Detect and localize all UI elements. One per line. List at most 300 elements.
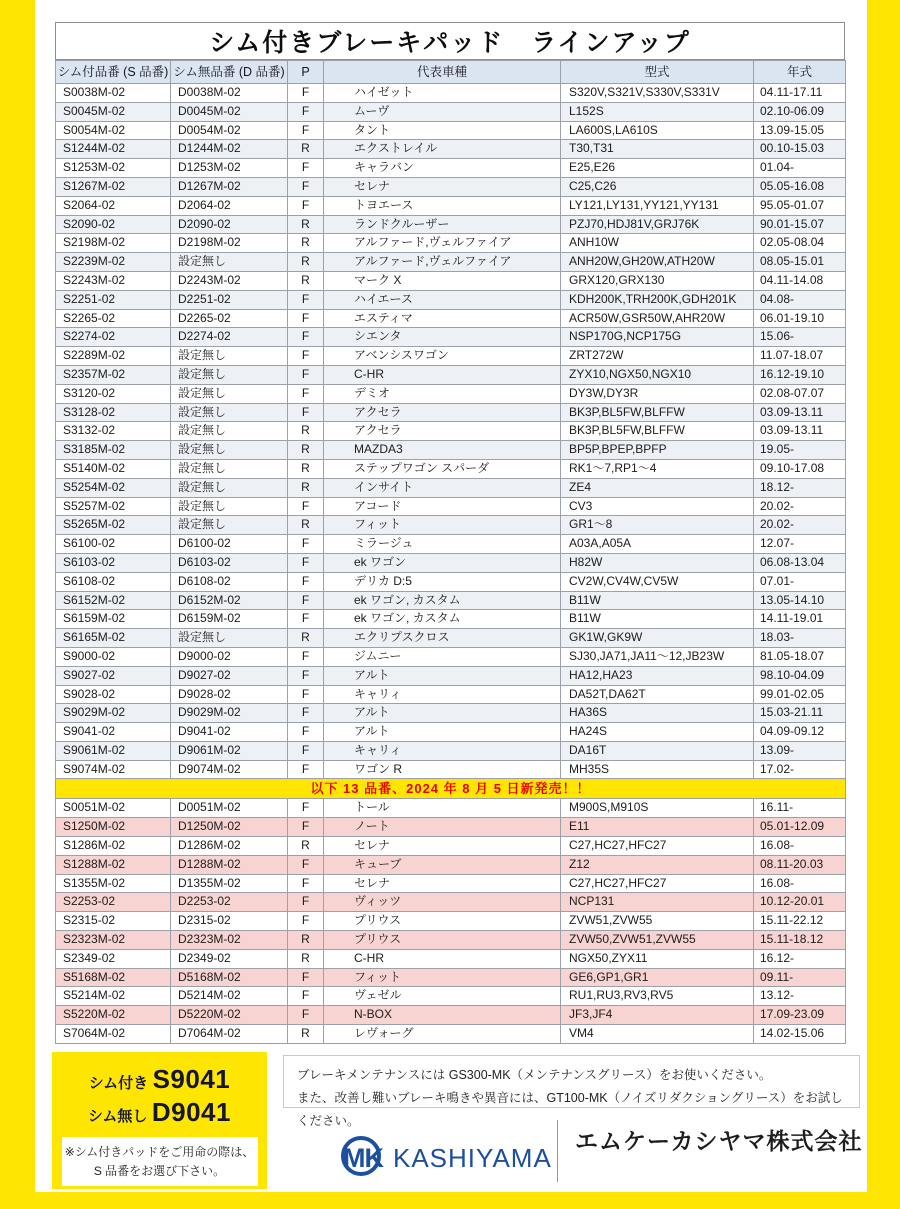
d-part-number: 設定無し	[171, 253, 288, 272]
vehicle-name: セレナ	[324, 837, 561, 856]
d-part-number: D2064-02	[171, 196, 288, 215]
s-part-number: S1355M-02	[56, 874, 171, 893]
s-part-number: S2265-02	[56, 309, 171, 328]
without-shim-code: D9041	[151, 1097, 231, 1127]
d-part-number: D1250M-02	[171, 818, 288, 837]
vehicle-name: アコード	[324, 497, 561, 516]
table-row	[56, 949, 846, 968]
table-row	[56, 121, 846, 140]
vehicle-name: キャリィ	[324, 685, 561, 704]
model-code: CV2W,CV4W,CV5W	[561, 572, 754, 591]
vehicle-name: デミオ	[324, 384, 561, 403]
model-year: 15.03-21.11	[754, 704, 846, 723]
vehicle-name: アクセラ	[324, 422, 561, 441]
s-part-number: S7064M-02	[56, 1025, 171, 1044]
pad-position: F	[288, 912, 324, 931]
pad-position: F	[288, 365, 324, 384]
model-year: 13.09-15.05	[754, 121, 846, 140]
model-code: HA36S	[561, 704, 754, 723]
model-code: L152S	[561, 102, 754, 121]
s-part-number: S2289M-02	[56, 347, 171, 366]
s-part-number: S2357M-02	[56, 365, 171, 384]
model-code: HA12,HA23	[561, 666, 754, 685]
model-year: 17.02-	[754, 760, 846, 779]
table-row	[56, 610, 846, 629]
vehicle-name: シエンタ	[324, 328, 561, 347]
page-title: シム付きブレーキパッド ラインアップ	[55, 22, 845, 60]
table-row	[56, 347, 846, 366]
header-row	[56, 61, 846, 84]
s-part-number: S5257M-02	[56, 497, 171, 516]
table-row	[56, 403, 846, 422]
model-code: VM4	[561, 1025, 754, 1044]
table-row	[56, 140, 846, 159]
model-year: 15.11-18.12	[754, 931, 846, 950]
d-part-number: D1355M-02	[171, 874, 288, 893]
d-part-number: D1286M-02	[171, 837, 288, 856]
s-part-number: S2090-02	[56, 215, 171, 234]
vehicle-name: マーク X	[324, 271, 561, 290]
model-year: 06.01-19.10	[754, 309, 846, 328]
model-year: 14.02-15.06	[754, 1025, 846, 1044]
vehicle-name: キャリィ	[324, 741, 561, 760]
model-code: RU1,RU3,RV3,RV5	[561, 987, 754, 1006]
model-code: DA16T	[561, 741, 754, 760]
pad-position: F	[288, 799, 324, 818]
pad-position: F	[288, 196, 324, 215]
table-row	[56, 1006, 846, 1025]
table-row	[56, 441, 846, 460]
d-part-number: 設定無し	[171, 347, 288, 366]
d-part-number: D9029M-02	[171, 704, 288, 723]
vehicle-name: C-HR	[324, 949, 561, 968]
model-code: ACR50W,GSR50W,AHR20W	[561, 309, 754, 328]
s-part-number: S6100-02	[56, 535, 171, 554]
table-row	[56, 572, 846, 591]
vehicle-name: ek ワゴン, カスタム	[324, 591, 561, 610]
pad-position: F	[288, 685, 324, 704]
d-part-number: D0054M-02	[171, 121, 288, 140]
s-part-number: S2198M-02	[56, 234, 171, 253]
d-part-number: 設定無し	[171, 384, 288, 403]
lineup-table	[55, 60, 846, 1044]
d-part-number: D1253M-02	[171, 159, 288, 178]
pad-position: F	[288, 347, 324, 366]
pad-position: F	[288, 403, 324, 422]
vehicle-name: タント	[324, 121, 561, 140]
d-part-number: D1244M-02	[171, 140, 288, 159]
model-code: MH35S	[561, 760, 754, 779]
vehicle-name: ヴェゼル	[324, 987, 561, 1006]
pad-position: F	[288, 647, 324, 666]
vehicle-name: ムーヴ	[324, 102, 561, 121]
table-row	[56, 1025, 846, 1044]
s-part-number: S1250M-02	[56, 818, 171, 837]
model-year: 04.11-17.11	[754, 84, 846, 103]
model-code: ANH20W,GH20W,ATH20W	[561, 253, 754, 272]
pad-position: F	[288, 535, 324, 554]
header-vehicle-name: 代表車種	[324, 61, 561, 84]
vehicle-name: プリウス	[324, 931, 561, 950]
model-year: 14.11-19.01	[754, 610, 846, 629]
d-part-number: D2349-02	[171, 949, 288, 968]
s-part-number: S9028-02	[56, 685, 171, 704]
table-row	[56, 647, 846, 666]
mk-kashiyama-logo	[341, 1134, 552, 1182]
model-code: GRX120,GRX130	[561, 271, 754, 290]
s-part-number: S1288M-02	[56, 855, 171, 874]
model-year: 16.08-	[754, 874, 846, 893]
pad-position: F	[288, 591, 324, 610]
s-part-number: S1253M-02	[56, 159, 171, 178]
pad-position: F	[288, 893, 324, 912]
model-year: 09.11-	[754, 968, 846, 987]
header-model-year: 年式	[754, 61, 846, 84]
shim-order-note-line2: S 品番をお選び下さい。	[93, 1163, 226, 1178]
model-year: 08.11-20.03	[754, 855, 846, 874]
table-row	[56, 874, 846, 893]
pad-position: R	[288, 234, 324, 253]
s-part-number: S9029M-02	[56, 704, 171, 723]
s-part-number: S0045M-02	[56, 102, 171, 121]
table-row	[56, 177, 846, 196]
model-code: NGX50,ZYX11	[561, 949, 754, 968]
table-row	[56, 591, 846, 610]
d-part-number: D2265-02	[171, 309, 288, 328]
model-code: BP5P,BPEP,BPFP	[561, 441, 754, 460]
with-shim-code: S9041	[152, 1064, 231, 1094]
d-part-number: D2198M-02	[171, 234, 288, 253]
vehicle-name: ノート	[324, 818, 561, 837]
model-year: 15.11-22.12	[754, 912, 846, 931]
model-code: SJ30,JA71,JA11～12,JB23W	[561, 647, 754, 666]
d-part-number: D9041-02	[171, 723, 288, 742]
s-part-number: S3128-02	[56, 403, 171, 422]
table-row	[56, 704, 846, 723]
table-row	[56, 760, 846, 779]
d-part-number: D1288M-02	[171, 855, 288, 874]
table-row	[56, 102, 846, 121]
table-header	[56, 61, 846, 84]
pad-position: F	[288, 874, 324, 893]
model-year: 09.10-17.08	[754, 459, 846, 478]
s-part-number: S2315-02	[56, 912, 171, 931]
model-year: 05.01-12.09	[754, 818, 846, 837]
s-part-number: S6165M-02	[56, 629, 171, 648]
d-part-number: D2090-02	[171, 215, 288, 234]
table-row	[56, 553, 846, 572]
table-row	[56, 271, 846, 290]
vehicle-name: セレナ	[324, 177, 561, 196]
pad-position: R	[288, 271, 324, 290]
vehicle-name: キューブ	[324, 855, 561, 874]
table-row	[56, 912, 846, 931]
table-row	[56, 837, 846, 856]
vehicle-name: デリカ D:5	[324, 572, 561, 591]
table-row	[56, 535, 846, 554]
model-year: 02.05-08.04	[754, 234, 846, 253]
d-part-number: D0038M-02	[171, 84, 288, 103]
s-part-number: S6152M-02	[56, 591, 171, 610]
vehicle-name: ミラージュ	[324, 535, 561, 554]
vehicle-name: アクセラ	[324, 403, 561, 422]
pad-position: F	[288, 384, 324, 403]
vehicle-name: エクリプスクロス	[324, 629, 561, 648]
model-year: 02.10-06.09	[754, 102, 846, 121]
model-year: 10.12-20.01	[754, 893, 846, 912]
d-part-number: D2253-02	[171, 893, 288, 912]
grease-note-line1: ブレーキメンテナンスには GS300-MK（メンテナンスグリース）をお使いください。	[297, 1068, 772, 1082]
d-part-number: D9028-02	[171, 685, 288, 704]
table-row	[56, 384, 846, 403]
model-year: 07.01-	[754, 572, 846, 591]
vehicle-name: レヴォーグ	[324, 1025, 561, 1044]
model-code: E11	[561, 818, 754, 837]
maintenance-grease-note-box	[283, 1055, 860, 1129]
table-row	[56, 685, 846, 704]
s-part-number: S2349-02	[56, 949, 171, 968]
vehicle-name: C-HR	[324, 365, 561, 384]
table-row	[56, 290, 846, 309]
table-row	[56, 818, 846, 837]
s-part-number: S2243M-02	[56, 271, 171, 290]
pad-position: R	[288, 949, 324, 968]
s-part-number: S2323M-02	[56, 931, 171, 950]
new-release-banner-text: 以下 13 品番、2024 年 8 月 5 日新発売！！	[56, 779, 846, 799]
model-year: 16.11-	[754, 799, 846, 818]
d-part-number: D6159M-02	[171, 610, 288, 629]
d-part-number: D2315-02	[171, 912, 288, 931]
d-part-number: 設定無し	[171, 422, 288, 441]
with-shim-line	[52, 1064, 267, 1095]
model-year: 03.09-13.11	[754, 403, 846, 422]
s-part-number: S6108-02	[56, 572, 171, 591]
pad-position: F	[288, 741, 324, 760]
model-code: ZRT272W	[561, 347, 754, 366]
model-code: GE6,GP1,GR1	[561, 968, 754, 987]
d-part-number: D5168M-02	[171, 968, 288, 987]
table-body	[56, 84, 846, 1044]
vehicle-name: アベンシスワゴン	[324, 347, 561, 366]
vehicle-name: アルト	[324, 666, 561, 685]
table-row	[56, 234, 846, 253]
pad-position: F	[288, 987, 324, 1006]
table-row	[56, 516, 846, 535]
s-part-number: S9027-02	[56, 666, 171, 685]
s-part-number: S5168M-02	[56, 968, 171, 987]
model-code: LY121,LY131,YY121,YY131	[561, 196, 754, 215]
d-part-number: D9074M-02	[171, 760, 288, 779]
model-code: ZVW51,ZVW55	[561, 912, 754, 931]
model-code: ZVW50,ZVW51,ZVW55	[561, 931, 754, 950]
s-part-number: S2274-02	[56, 328, 171, 347]
pad-position: R	[288, 253, 324, 272]
header-pad-position: P	[288, 61, 324, 84]
model-year: 17.09-23.09	[754, 1006, 846, 1025]
table-row	[56, 365, 846, 384]
s-part-number: S5140M-02	[56, 459, 171, 478]
vehicle-name: ステップワゴン スパーダ	[324, 459, 561, 478]
pad-position: F	[288, 704, 324, 723]
s-part-number: S5220M-02	[56, 1006, 171, 1025]
d-part-number: 設定無し	[171, 403, 288, 422]
model-year: 04.11-14.08	[754, 271, 846, 290]
d-part-number: 設定無し	[171, 516, 288, 535]
vehicle-name: エクストレイル	[324, 140, 561, 159]
d-part-number: D6103-02	[171, 553, 288, 572]
model-code: JF3,JF4	[561, 1006, 754, 1025]
s-part-number: S2064-02	[56, 196, 171, 215]
s-part-number: S3120-02	[56, 384, 171, 403]
d-part-number: D0045M-02	[171, 102, 288, 121]
s-part-number: S0038M-02	[56, 84, 171, 103]
model-year: 04.08-	[754, 290, 846, 309]
model-code: S320V,S321V,S330V,S331V	[561, 84, 754, 103]
s-part-number: S3185M-02	[56, 441, 171, 460]
d-part-number: 設定無し	[171, 459, 288, 478]
model-year: 18.03-	[754, 629, 846, 648]
s-part-number: S9061M-02	[56, 741, 171, 760]
table-row	[56, 893, 846, 912]
d-part-number: 設定無し	[171, 478, 288, 497]
pad-position: F	[288, 290, 324, 309]
model-code: M900S,M910S	[561, 799, 754, 818]
pad-position: R	[288, 215, 324, 234]
model-code: B11W	[561, 610, 754, 629]
vehicle-name: ek ワゴン	[324, 553, 561, 572]
pad-position: F	[288, 309, 324, 328]
model-year: 15.06-	[754, 328, 846, 347]
header-model-code: 型式	[561, 61, 754, 84]
d-part-number: D9061M-02	[171, 741, 288, 760]
d-part-number: D9027-02	[171, 666, 288, 685]
pad-position: F	[288, 553, 324, 572]
table-row	[56, 459, 846, 478]
pad-position: R	[288, 478, 324, 497]
model-code: H82W	[561, 553, 754, 572]
model-year: 04.09-09.12	[754, 723, 846, 742]
with-shim-label: シム付き	[88, 1075, 149, 1092]
table-row	[56, 478, 846, 497]
vehicle-name: アルファード,ヴェルファイア	[324, 234, 561, 253]
pad-position: F	[288, 84, 324, 103]
grease-note-line2: また、改善し難いブレーキ鳴きや異音には、GT100-MK（ノイズリダクショングリース）をお試しください。	[297, 1091, 843, 1129]
mk-logo-mk-text: MK	[343, 1142, 383, 1173]
model-code: PZJ70,HDJ81V,GRJ76K	[561, 215, 754, 234]
model-code: DY3W,DY3R	[561, 384, 754, 403]
table-row	[56, 328, 846, 347]
vehicle-name: キャラバン	[324, 159, 561, 178]
model-code: LA600S,LA610S	[561, 121, 754, 140]
d-part-number: D0051M-02	[171, 799, 288, 818]
pad-position: R	[288, 140, 324, 159]
model-code: GK1W,GK9W	[561, 629, 754, 648]
d-part-number: D2251-02	[171, 290, 288, 309]
model-year: 99.01-02.05	[754, 685, 846, 704]
model-code: GR1～8	[561, 516, 754, 535]
s-part-number: S6103-02	[56, 553, 171, 572]
vehicle-name: インサイト	[324, 478, 561, 497]
d-part-number: D2274-02	[171, 328, 288, 347]
pad-position: R	[288, 516, 324, 535]
table-row	[56, 931, 846, 950]
d-part-number: D2323M-02	[171, 931, 288, 950]
model-year: 98.10-04.09	[754, 666, 846, 685]
s-part-number: S1286M-02	[56, 837, 171, 856]
s-part-number: S9041-02	[56, 723, 171, 742]
d-part-number: 設定無し	[171, 441, 288, 460]
model-year: 16.12-19.10	[754, 365, 846, 384]
model-code: BK3P,BL5FW,BLFFW	[561, 403, 754, 422]
d-part-number: D7064M-02	[171, 1025, 288, 1044]
model-code: C27,HC27,HFC27	[561, 837, 754, 856]
pad-position: F	[288, 968, 324, 987]
vehicle-name: ek ワゴン, カスタム	[324, 610, 561, 629]
vehicle-name: ワゴン R	[324, 760, 561, 779]
pad-position: R	[288, 441, 324, 460]
d-part-number: D9000-02	[171, 647, 288, 666]
pad-position: F	[288, 572, 324, 591]
table-row	[56, 196, 846, 215]
model-year: 90.01-15.07	[754, 215, 846, 234]
model-year: 95.05-01.07	[754, 196, 846, 215]
model-year: 20.02-	[754, 497, 846, 516]
model-code: ANH10W	[561, 234, 754, 253]
model-code: HA24S	[561, 723, 754, 742]
vehicle-name: セレナ	[324, 874, 561, 893]
vehicle-name: フィット	[324, 968, 561, 987]
model-code: BK3P,BL5FW,BLFFW	[561, 422, 754, 441]
model-year: 01.04-	[754, 159, 846, 178]
model-code: KDH200K,TRH200K,GDH201K	[561, 290, 754, 309]
table-row	[56, 723, 846, 742]
brand-divider	[557, 1120, 558, 1182]
model-year: 12.07-	[754, 535, 846, 554]
pad-position: F	[288, 177, 324, 196]
model-year: 00.10-15.03	[754, 140, 846, 159]
vehicle-name: ハイゼット	[324, 84, 561, 103]
s-part-number: S3132-02	[56, 422, 171, 441]
table-row	[56, 215, 846, 234]
model-year: 13.05-14.10	[754, 591, 846, 610]
vehicle-name: N-BOX	[324, 1006, 561, 1025]
s-part-number: S6159M-02	[56, 610, 171, 629]
new-release-banner	[56, 779, 846, 799]
model-code: T30,T31	[561, 140, 754, 159]
table-row	[56, 84, 846, 103]
d-part-number: D6100-02	[171, 535, 288, 554]
vehicle-name: アルト	[324, 723, 561, 742]
model-code: B11W	[561, 591, 754, 610]
vehicle-name: エスティマ	[324, 309, 561, 328]
s-part-number: S9074M-02	[56, 760, 171, 779]
model-year: 05.05-16.08	[754, 177, 846, 196]
mk-logo-kashiyama-text: KASHIYAMA	[393, 1142, 552, 1173]
model-year: 08.05-15.01	[754, 253, 846, 272]
pad-position: F	[288, 102, 324, 121]
table-row	[56, 422, 846, 441]
vehicle-name: MAZDA3	[324, 441, 561, 460]
d-part-number: 設定無し	[171, 497, 288, 516]
pad-position: F	[288, 497, 324, 516]
table-row	[56, 987, 846, 1006]
table-row	[56, 741, 846, 760]
d-part-number: 設定無し	[171, 365, 288, 384]
pad-position: R	[288, 837, 324, 856]
model-year: 02.08-07.07	[754, 384, 846, 403]
content-panel	[35, 0, 867, 1192]
model-year: 13.09-	[754, 741, 846, 760]
